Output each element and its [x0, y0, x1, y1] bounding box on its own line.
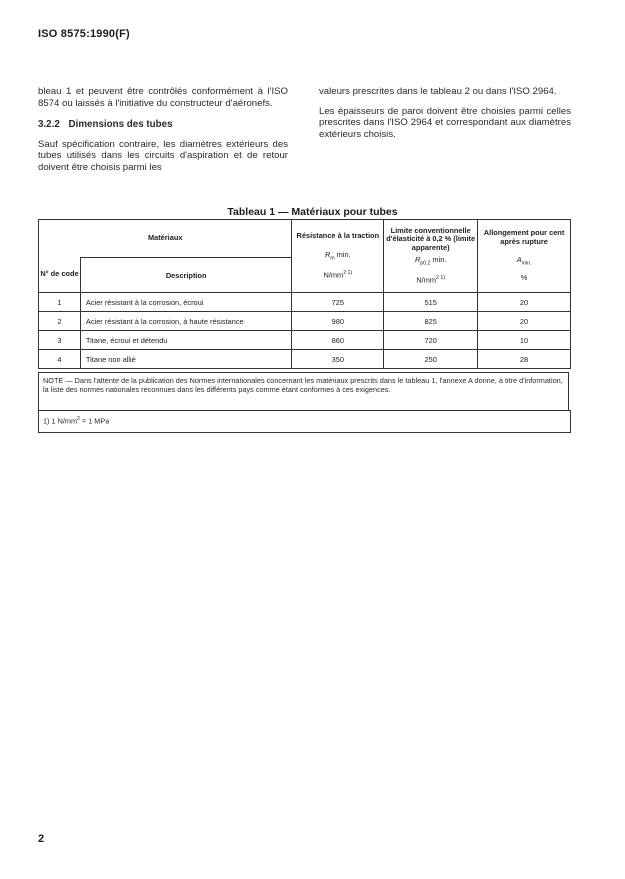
cell-description: Acier résistant à la corrosion, écroui	[80, 293, 291, 312]
cell-code: 4	[39, 350, 81, 369]
materials-table	[38, 219, 571, 369]
cell-code: 3	[39, 331, 81, 350]
header-allongement-unit: %	[520, 273, 528, 283]
table-header-row	[39, 220, 571, 258]
cell-description: Titane, écroui et détendu	[80, 331, 291, 350]
right-column	[319, 86, 571, 140]
cell-description: Acier résistant à la corrosion, à haute résistance	[80, 312, 291, 331]
cell-resistance: 860	[292, 331, 384, 350]
page-number: 2	[38, 833, 45, 845]
table-row	[39, 312, 571, 331]
cell-allongement: 10	[478, 331, 571, 350]
cell-limite: 825	[384, 312, 478, 331]
header-limite	[384, 220, 478, 293]
section-heading	[38, 119, 288, 131]
header-allongement-symbol: $A_{min.}$	[516, 255, 532, 267]
left-paragraph-1: bleau 1 et peuvent être contrôlés conformément à l'ISO 8574 ou laissés à l'initiative du constructeur d'aéronefs.	[38, 86, 288, 109]
header-resistance	[292, 220, 384, 293]
cell-code: 2	[39, 312, 81, 331]
header-code: N° de code	[39, 258, 81, 293]
cell-resistance: 725	[292, 293, 384, 312]
cell-allongement: 20	[478, 293, 571, 312]
table-title: Tableau 1 — Matériaux pour tubes	[227, 206, 398, 218]
header-resistance-unit: $N/mm^{2 1)}$	[323, 269, 353, 280]
cell-limite: 720	[384, 331, 478, 350]
header-materiaux: Matériaux	[39, 220, 292, 258]
header-description: Description	[80, 258, 291, 293]
table-row	[39, 331, 571, 350]
cell-limite: 250	[384, 350, 478, 369]
table-note: NOTE — Dans l'attente de la publication des Normes internationales concernant les matériaux prescrits dans le tableau 1, l'annexe A donne, à titre d'information, la liste des normes nationales reconnues dans les différents pays comme étant conformes à ces exigences.	[38, 372, 569, 411]
document-id-header: ISO 8575:1990(F)	[38, 28, 130, 40]
header-limite-unit: $N/mm^{2 1)}$	[416, 275, 445, 285]
header-resistance-label: Résistance à la traction	[296, 231, 380, 241]
section-title: Dimensions des tubes	[68, 119, 173, 131]
right-paragraph-1: valeurs prescrites dans le tableau 2 ou dans l'ISO 2964.	[319, 86, 557, 97]
table-row	[39, 293, 571, 312]
cell-code: 1	[39, 293, 81, 312]
table-row	[39, 350, 571, 369]
header-limite-symbol: $R_{p0,2}$ min.	[414, 255, 447, 267]
header-allongement	[478, 220, 571, 293]
cell-allongement: 20	[478, 312, 571, 331]
left-paragraph-2: Sauf spécification contraire, les diamètres extérieurs des tubes utilisés dans les circuits d'aspiration et de retour doivent être choisis parmi les	[38, 138, 288, 173]
header-resistance-symbol: $R_m$ min.	[324, 249, 351, 262]
header-allongement-label: Allongement pour cent après rupture	[483, 228, 565, 246]
section-number: 3.2.2	[38, 119, 60, 131]
cell-resistance: 980	[292, 312, 384, 331]
cell-description: Titane non allié	[80, 350, 291, 369]
cell-resistance: 350	[292, 350, 384, 369]
cell-limite: 515	[384, 293, 478, 312]
right-paragraph-2: Les épaisseurs de paroi doivent être choisies parmi celles prescrites dans l'ISO 2964 et correspondant aux diamètres extérieurs choisis.	[319, 105, 571, 140]
left-column	[38, 86, 288, 174]
table-footnote: 1) 1 $N/mm^2 = 1$ MPa	[38, 410, 571, 433]
header-limite-label: Limite conventionnelle d'élasticité à 0,2 % (limite apparente)	[386, 225, 476, 252]
cell-allongement: 28	[478, 350, 571, 369]
